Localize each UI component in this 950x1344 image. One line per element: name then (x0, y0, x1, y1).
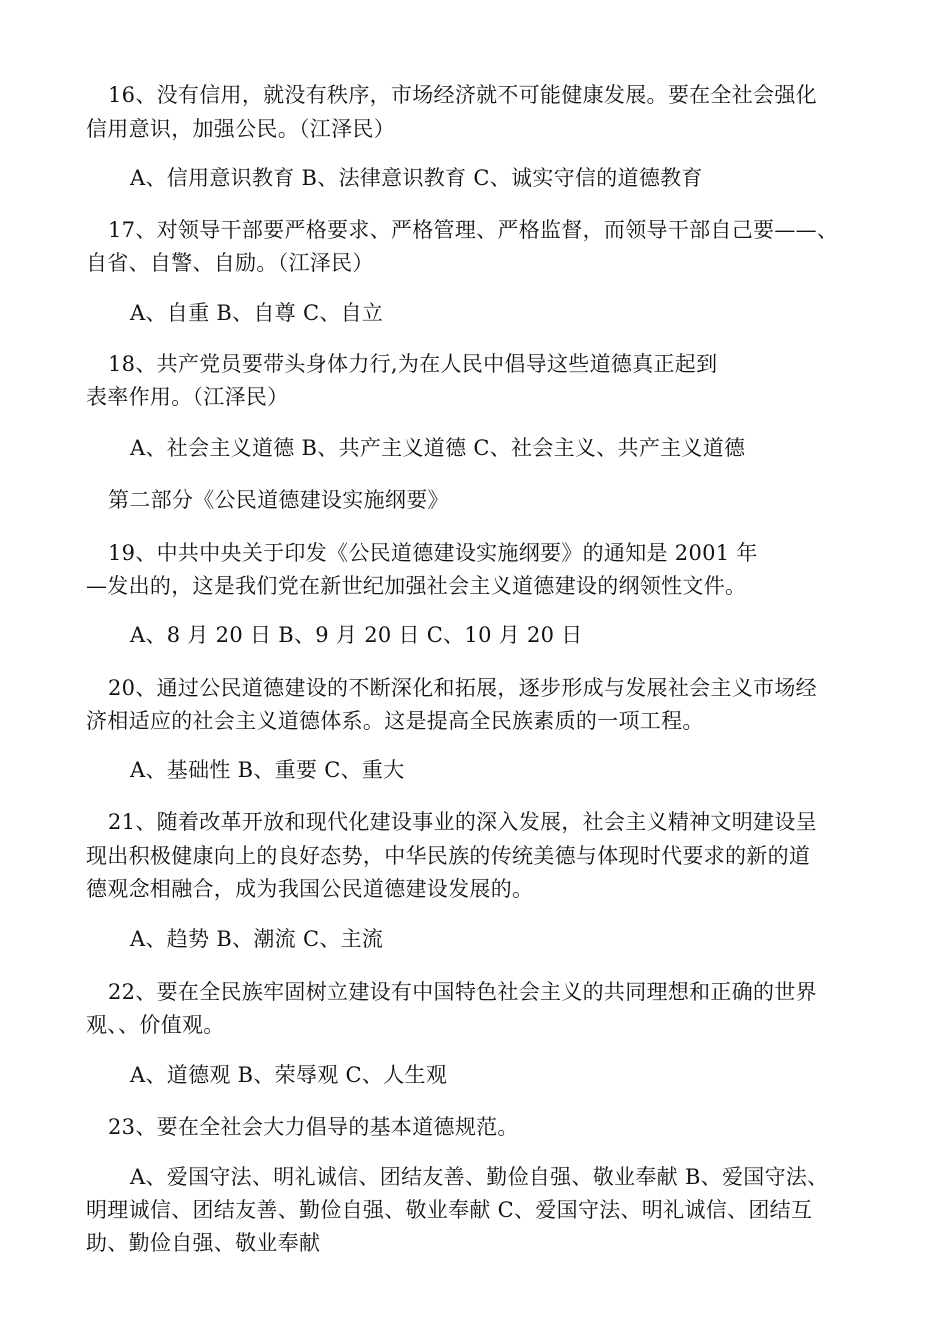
question-20-text-line-1: 20、通过公民道德建设的不断深化和拓展，逐步形成与发展社会主义市场经 (108, 676, 817, 700)
question-16-options: A、信用意识教育 B、法律意识教育 C、诚实守信的道德教育 (130, 166, 703, 190)
question-22-options: A、道德观 B、荣辱观 C、人生观 (130, 1063, 448, 1087)
question-21-text-line-2: 现出积极健康向上的良好态势，中华民族的传统美德与体现时代要求的新的道 (86, 844, 811, 868)
question-21-text-line-3: 德观念相融合，成为我国公民道德建设发展的。 (86, 877, 534, 901)
question-20-options: A、基础性 B、重要 C、重大 (130, 758, 405, 782)
question-19-text-line-2: —发出的，这是我们党在新世纪加强社会主义道德建设的纲领性文件。 (86, 574, 747, 598)
question-20-text-line-2: 济相适应的社会主义道德体系。这是提高全民族素质的一项工程。 (86, 709, 704, 733)
question-21-options: A、趋势 B、潮流 C、主流 (130, 927, 384, 951)
question-21-text-line-1: 21、随着改革开放和现代化建设事业的深入发展，社会主义精神文明建设呈 (108, 810, 817, 834)
question-22-text-line-1: 22、要在全民族牢固树立建设有中国特色社会主义的共同理想和正确的世界 (108, 980, 817, 1004)
question-19-options: A、8 月 20 日 B、9 月 20 日 C、10 月 20 日 (130, 623, 583, 647)
question-17-text-line-1: 17、对领导干部要严格要求、严格管理、严格监督，而领导干部自己要——、 (108, 218, 839, 242)
question-23-options-line-1: A、爱国守法、明礼诚信、团结友善、勤俭自强、敬业奉献 B、爱国守法、 (130, 1165, 829, 1189)
question-16-text-line-2: 信用意识，加强公民。（江泽民） (86, 117, 395, 141)
question-23-options-line-2: 明理诚信、团结友善、勤俭自强、敬业奉献 C、爱国守法、明礼诚信、团结互 (86, 1198, 813, 1222)
question-19-text-line-1: 19、中共中央关于印发《公民道德建设实施纲要》的通知是 2001 年 (108, 541, 758, 565)
section-heading-part-2: 第二部分《公民道德建设实施纲要》 (108, 488, 449, 512)
question-17-options: A、自重 B、自尊 C、自立 (130, 301, 384, 325)
question-23-options-line-3: 助、勤俭自强、敬业奉献 (86, 1231, 321, 1255)
question-23-text-line-1: 23、要在全社会大力倡导的基本道德规范。 (108, 1115, 519, 1139)
question-22-text-line-2: 观、、价值观。 (86, 1013, 225, 1037)
question-18-options: A、社会主义道德 B、共产主义道德 C、社会主义、共产主义道德 (130, 436, 746, 460)
question-17-text-line-2: 自省、自警、自励。（江泽民） (86, 251, 374, 275)
question-16-text-line-1: 16、没有信用，就没有秩序，市场经济就不可能健康发展。要在全社会强化 (108, 83, 817, 107)
question-18-text-line-2: 表率作用。（江泽民） (86, 385, 289, 409)
question-18-text-line-1: 18、共产党员要带头身体力行,为在人民中倡导这些道德真正起到 (108, 352, 718, 376)
